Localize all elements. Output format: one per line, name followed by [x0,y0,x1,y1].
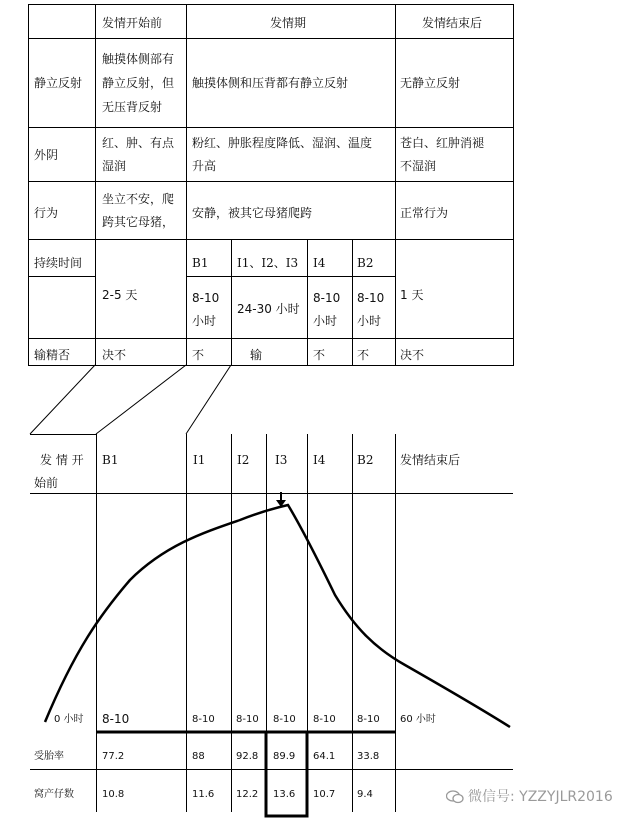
vulva-during-line2: 升高 [192,159,217,173]
insemination-i4: 不 [313,348,326,362]
conception-b1: 77.2 [102,751,125,762]
stage-name-b1: B1 [192,256,209,270]
conception-i4: 64.1 [313,751,336,762]
header-during: 发情期 [270,16,307,30]
behavior-during: 安静，被其它母猪爬跨 [192,206,313,220]
litter-b1: 10.8 [102,789,125,800]
reflex-before-line3: 无压背反射 [102,100,163,114]
reflex-before-line2: 静立反射，但 [102,76,175,90]
vulva-before-line1: 红、肿、有点 [102,136,175,150]
stage-value-b1-line2: 小时 [192,314,217,328]
behavior-before-line2: 跨其它母猪， [102,215,175,229]
vulva-before-line2: 湿润 [102,159,127,173]
time-i1: 8-10 [192,714,215,725]
row-label-insemination: 输精否 [34,348,71,362]
time-b2: 8-10 [357,714,380,725]
behavior-before-line1: 坐立不安，爬 [102,192,175,206]
stage-value-b2-line2: 小时 [357,314,382,328]
phase-b2: B2 [357,453,374,467]
phase-i3: I3 [275,453,288,467]
duration-after: 1 天 [400,288,424,302]
row-label-conception: 受胎率 [34,751,64,762]
insemination-i123: 输 [250,348,263,362]
conception-i1: 88 [192,751,205,762]
phase-i4: I4 [313,453,326,467]
header-after: 发情结束后 [422,16,483,30]
header-before: 发情开始前 [102,16,163,30]
insemination-b1: 不 [192,348,205,362]
time-i3: 8-10 [273,714,296,725]
time-end: 60 小时 [400,714,436,725]
litter-b2: 9.4 [357,789,373,800]
phase-i2: I2 [237,453,250,467]
phase-after: 发情结束后 [400,453,461,467]
time-start: 0 小时 [54,714,84,725]
wechat-icon [446,790,464,804]
duration-before: 2-5 天 [102,288,138,302]
row-label-behavior: 行为 [34,206,59,220]
conception-i2: 92.8 [236,751,259,762]
reflex-during: 触摸体侧和压背都有静立反射 [192,76,349,90]
time-i2: 8-10 [236,714,259,725]
conception-b2: 33.8 [357,751,380,762]
phase-b1: B1 [102,453,119,467]
behavior-after: 正常行为 [400,206,449,220]
litter-i1: 11.6 [192,789,215,800]
reflex-before-line1: 触摸体侧部有 [102,52,175,66]
fertility-curve [45,505,510,727]
stage-name-i4: I4 [313,256,326,270]
row-label-litter: 窝产仔数 [34,789,74,800]
row-label-reflex: 静立反射 [34,76,83,90]
phase-before-line1: 发 情 开 [40,453,84,467]
stage-value-b2-line1: 8-10 [357,291,385,305]
row-label-vulva: 外阴 [34,148,59,162]
insemination-after: 决不 [400,348,425,362]
stage-value-i4-line2: 小时 [313,314,338,328]
phase-before-line2: 始前 [34,476,59,490]
time-b1: 8-10 [102,712,130,726]
litter-i2: 12.2 [236,789,259,800]
stage-name-b2: B2 [357,256,374,270]
watermark-text: 微信号: YZZYJLR2016 [468,789,613,805]
stage-value-i123: 24-30 小时 [237,302,300,316]
vulva-after-line1: 苍白、红肿消褪 [400,136,485,150]
stage-value-i4-line1: 8-10 [313,291,341,305]
vulva-after-line2: 不湿润 [400,159,437,173]
vulva-during-line1: 粉红、肿胀程度降低、湿润、温度 [192,136,373,150]
time-i4: 8-10 [313,714,336,725]
insemination-b2: 不 [357,348,370,362]
row-label-duration: 持续时间 [34,256,83,270]
insemination-before: 决不 [102,348,127,362]
litter-i4: 10.7 [313,789,336,800]
reflex-after: 无静立反射 [400,76,461,90]
conception-i3: 89.9 [273,751,296,762]
phase-i1: I1 [193,453,206,467]
stage-value-b1-line1: 8-10 [192,291,220,305]
stage-name-i123: I1、I2、I3 [237,256,299,270]
litter-i3: 13.6 [273,789,296,800]
